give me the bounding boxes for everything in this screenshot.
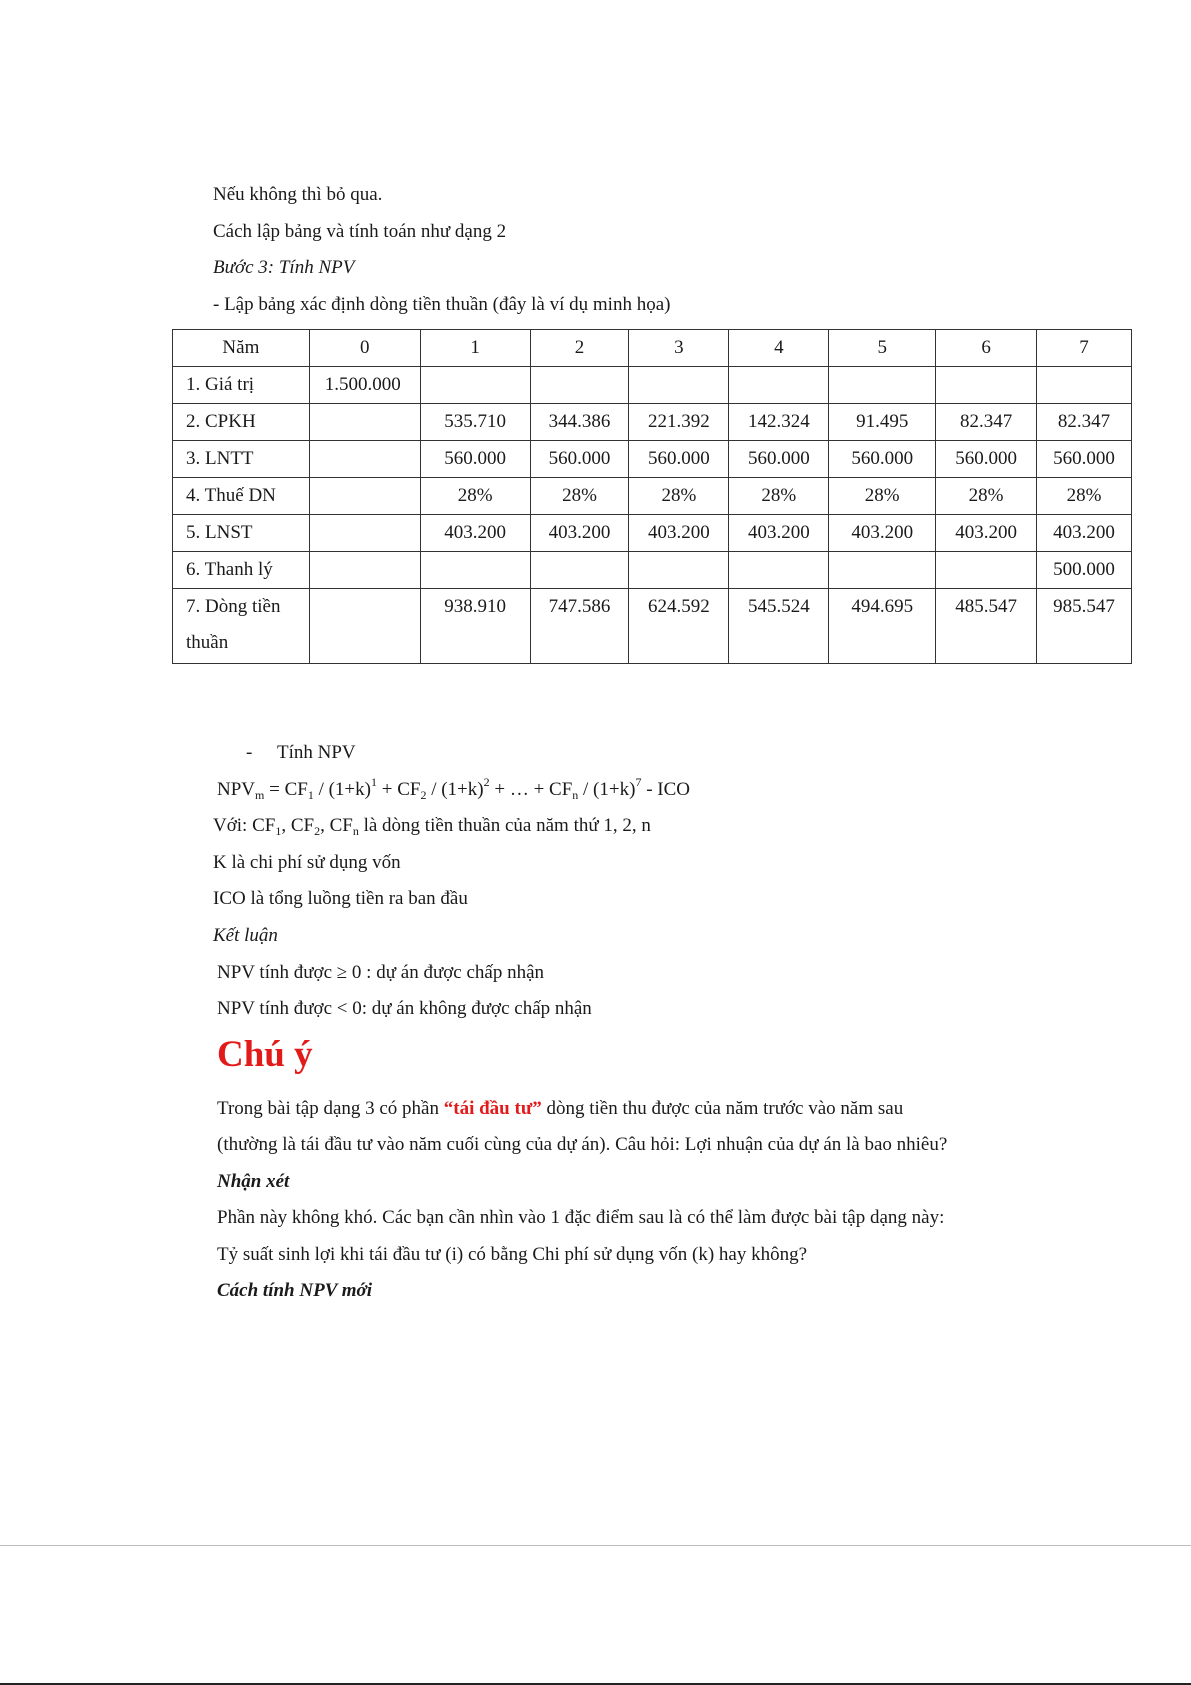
- formula-part: = CF: [264, 779, 308, 800]
- intro-line-1: Nếu không thì bỏ qua.: [213, 184, 383, 205]
- formula-part: + … + CF: [489, 779, 573, 800]
- table-cell: 494.695: [829, 589, 936, 664]
- row-label-line: 7. Dòng tiền: [186, 596, 281, 617]
- row-label-line: thuần: [186, 632, 229, 653]
- k-definition: K là chi phí sử dụng vốn: [213, 852, 401, 873]
- formula-part: - ICO: [641, 779, 690, 800]
- table-cell: [530, 552, 629, 589]
- row-label: 6. Thanh lý: [173, 552, 310, 589]
- table-cell: 560.000: [729, 441, 829, 478]
- note-paragraph-1: [217, 1097, 903, 1121]
- row-label: 1. Giá trị: [173, 367, 310, 404]
- remark-line-1: Phần này không khó. Các bạn cần nhìn vào 1 đặc điểm sau là có thể làm được bài tập dạng này:: [217, 1207, 945, 1228]
- table-cell: [309, 589, 420, 664]
- table-cell: 403.200: [829, 515, 936, 552]
- header-cell: 4: [729, 330, 829, 367]
- header-cell: 3: [629, 330, 729, 367]
- where-part: Với: CF: [213, 815, 276, 836]
- table-cell: 500.000: [1037, 552, 1132, 589]
- table-cell: [829, 367, 936, 404]
- table-cell: [729, 552, 829, 589]
- table-cell: [629, 367, 729, 404]
- new-npv-heading: Cách tính NPV mới: [217, 1280, 373, 1301]
- table-cell: [936, 552, 1037, 589]
- table-cell: 28%: [936, 478, 1037, 515]
- table-row: [173, 367, 1132, 404]
- table-cell: 28%: [829, 478, 936, 515]
- row-label: 3. LNTT: [173, 441, 310, 478]
- note-text: Trong bài tập dạng 3 có phần: [217, 1098, 444, 1119]
- row-label: 2. CPKH: [173, 404, 310, 441]
- ico-definition: ICO là tổng luồng tiền ra ban đầu: [213, 888, 468, 909]
- table-cell: [629, 552, 729, 589]
- table-cell: 938.910: [420, 589, 530, 664]
- where-part: , CF: [320, 815, 353, 836]
- npv-formula: [217, 775, 690, 803]
- table-cell: [530, 367, 629, 404]
- formula-sub: n: [572, 788, 579, 802]
- table-cell: 403.200: [936, 515, 1037, 552]
- header-cell: 5: [829, 330, 936, 367]
- table-cell: 624.592: [629, 589, 729, 664]
- table-cell: 560.000: [1037, 441, 1132, 478]
- table-row: [173, 441, 1132, 478]
- formula-sub: m: [255, 788, 265, 802]
- table-cell: 28%: [1037, 478, 1132, 515]
- reinvest-highlight: “tái đầu tư”: [443, 1098, 542, 1119]
- table-cell: 82.347: [1037, 404, 1132, 441]
- table-cell: 344.386: [530, 404, 629, 441]
- table-cell: 28%: [729, 478, 829, 515]
- reject-rule: NPV tính được < 0: dự án không được chấp nhận: [217, 998, 592, 1019]
- step-3-heading: Bước 3: Tính NPV: [213, 257, 355, 278]
- header-cell: 2: [530, 330, 629, 367]
- formula-part: + CF: [376, 779, 421, 800]
- table-cell: 560.000: [420, 441, 530, 478]
- table-cell: 985.547: [1037, 589, 1132, 664]
- table-cell: [309, 404, 420, 441]
- remark-heading: Nhận xét: [217, 1171, 290, 1192]
- table-header-row: [173, 330, 1132, 367]
- table-cell: 403.200: [729, 515, 829, 552]
- conclusion-heading: Kết luận: [213, 925, 278, 946]
- table-cell: 485.547: [936, 589, 1037, 664]
- table-row: [173, 478, 1132, 515]
- table-cell: 28%: [530, 478, 629, 515]
- npv-bullet-text: Tính NPV: [277, 742, 356, 763]
- page-divider: [0, 1545, 1191, 1546]
- formula-sub: 2: [420, 788, 427, 802]
- header-cell: 1: [420, 330, 530, 367]
- header-cell: 7: [1037, 330, 1132, 367]
- npv-bullet-dash: -: [246, 742, 253, 763]
- table-intro: - Lập bảng xác định dòng tiền thuần (đây là ví dụ minh họa): [213, 294, 671, 315]
- table-cell: 403.200: [629, 515, 729, 552]
- table-cell: 560.000: [530, 441, 629, 478]
- table-row: [173, 552, 1132, 589]
- table-cell: 747.586: [530, 589, 629, 664]
- table-cell: [309, 552, 420, 589]
- row-label: 4. Thuế DN: [173, 478, 310, 515]
- table-cell: 1.500.000: [309, 367, 420, 404]
- table-cell: [829, 552, 936, 589]
- formula-part: / (1+k): [578, 779, 636, 800]
- table-cell: 82.347: [936, 404, 1037, 441]
- table-row: [173, 404, 1132, 441]
- header-cell: 6: [936, 330, 1037, 367]
- table-cell: 535.710: [420, 404, 530, 441]
- table-cell: 560.000: [829, 441, 936, 478]
- table-cell: 403.200: [420, 515, 530, 552]
- row-label: [173, 589, 310, 664]
- table-row: [173, 589, 1132, 664]
- header-cell: Năm: [173, 330, 310, 367]
- formula-part: / (1+k): [313, 779, 371, 800]
- table-cell: 142.324: [729, 404, 829, 441]
- where-sub: 1: [275, 824, 282, 838]
- where-part: , CF: [281, 815, 315, 836]
- formula-part: / (1+k): [426, 779, 484, 800]
- table-cell: [309, 478, 420, 515]
- table-row: [173, 515, 1132, 552]
- table-cell: 545.524: [729, 589, 829, 664]
- where-part: là dòng tiền thuần của năm thứ 1, 2, n: [358, 815, 651, 836]
- table-cell: 560.000: [629, 441, 729, 478]
- note-title: Chú ý: [217, 1034, 313, 1075]
- intro-line-2: Cách lập bảng và tính toán như dạng 2: [213, 221, 507, 242]
- table-cell: 403.200: [1037, 515, 1132, 552]
- table-cell: [420, 552, 530, 589]
- formula-part: NPV: [217, 779, 256, 800]
- row-label: 5. LNST: [173, 515, 310, 552]
- note-text: dòng tiền thu được của năm trước vào năm sau: [541, 1098, 904, 1119]
- table-cell: [420, 367, 530, 404]
- header-cell: 0: [309, 330, 420, 367]
- cash-flow-table: [172, 329, 1132, 664]
- npv-where: [213, 814, 651, 839]
- table-cell: 28%: [629, 478, 729, 515]
- table-cell: [936, 367, 1037, 404]
- table-cell: [309, 515, 420, 552]
- table-cell: [309, 441, 420, 478]
- table-cell: 91.495: [829, 404, 936, 441]
- formula-sup: 1: [370, 775, 377, 789]
- formula-sup: 7: [635, 775, 642, 789]
- formula-sup: 2: [483, 775, 490, 789]
- accept-rule: NPV tính được ≥ 0 : dự án được chấp nhận: [217, 962, 545, 983]
- table-cell: 560.000: [936, 441, 1037, 478]
- table-cell: [1037, 367, 1132, 404]
- table-cell: [729, 367, 829, 404]
- table-cell: 221.392: [629, 404, 729, 441]
- remark-line-2: Tỷ suất sinh lợi khi tái đầu tư (i) có bằng Chi phí sử dụng vốn (k) hay không?: [217, 1244, 808, 1265]
- formula-sub: 1: [307, 788, 314, 802]
- table-cell: 403.200: [530, 515, 629, 552]
- table-cell: 28%: [420, 478, 530, 515]
- note-paragraph-2: (thường là tái đầu tư vào năm cuối cùng của dự án). Câu hỏi: Lợi nhuận của dự án là bao nhiêu?: [217, 1134, 948, 1155]
- where-sub: 2: [314, 824, 321, 838]
- where-sub: n: [352, 824, 359, 838]
